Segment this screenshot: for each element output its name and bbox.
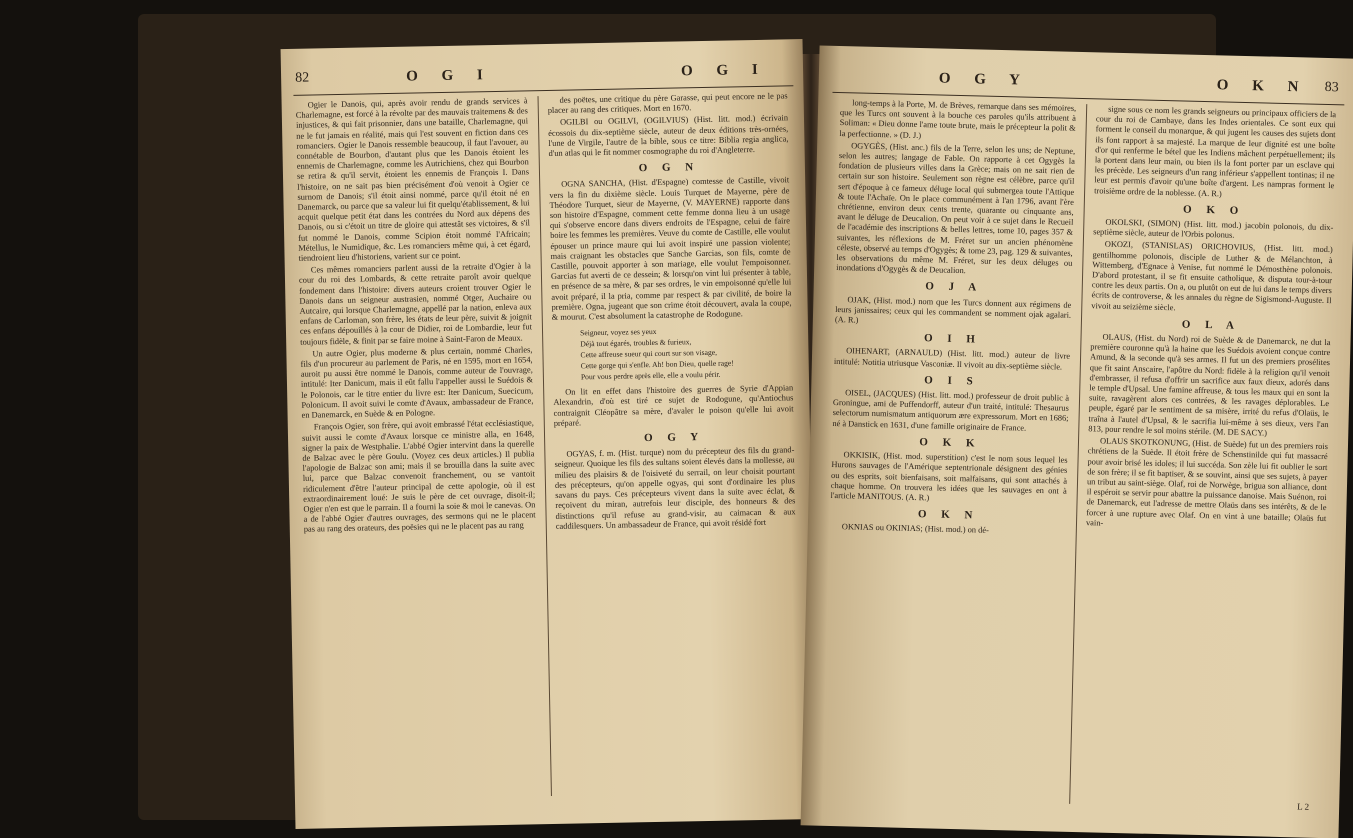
verse-line: Déjà tout égarés, troubles & furieux, — [580, 337, 692, 349]
paragraph-olaus: OLAUS, (Hist. du Nord) roi de Suède & de Danemarck, ne dut la première couronne qu'à la haine que les Suédois avoient conçue contre Amund, & la seconde qu'à ses armes. Il fut un des premiers prosélites que fit saint Anscaire, l'apôtre du Nord: fidèle à la religion qu'il venoit d'embrasser, il refusa d'offrir un sacrifice aux faux dieux, adorés dans le temple d'Upsal. Une famine affreuse, & tous les maux qui en sont la suite, ravagèrent alors ces contrées, & les ravages déplorables. Le peuple, égaré par le sentiment de sa misère, irrité du refus d'Olaüs, le traîna à l'autel d'Upsal, & le sacrifia lui-même à ses dieux, vers l'an 813, pour rendre le sol moins stérile. (M. DE SACY.) — [1088, 332, 1331, 438]
section-heading-oih: O I H — [923, 332, 982, 346]
section-heading-ogy: O G Y — [643, 431, 705, 445]
paragraph-oihenart: OIHENART, (ARNAULD) (Hist. litt. mod.) auteur de livre intitulé: Notitia utriusque Vasconiæ. Il vivoit au dix-septième siècle. — [833, 346, 1071, 372]
verse-line: Seigneur, voyez ses yeux — [579, 327, 657, 338]
paragraph-ogyas-end: long-temps à la Porte, M. de Brèves, remarque dans ses mémoires, que les Turcs ont souvent à la bouche ces paroles qu'ils attribuent à Soliman: « Dieu donne l'ame toute brute, mais le précepteur la polit & la perfectionne. » (D. J.) — [839, 98, 1077, 140]
paragraph-okozi: OKOZI, (STANISLAS) ORICHOVIUS, (Hist. litt. mod.) gentilhomme polonois, disciple de Luther & de Mélanchton, à Wittemberg, d'Egnace à Venise, fut nommé le Démosthène polonois. D'abord protestant, il se fit ensuite catholique, & disputa tour-à-tour contre les deux partis. On a, ou plutôt on eut de lui dans le temps divers écrits de controverse, & les annales du règne de Sigismond-Auguste. Il vivoit au seizième siècle. — [1091, 240, 1333, 312]
paragraph-charles-ogier: Un autre Ogier, plus moderne & plus certain, nommé Charles, fils d'un procureur au parlement de Paris, né en 1595, mort en 1654, auroit pu aussi être nommé le Danois, comme auteur de l'ouvrage, intitulé: Iter Danicum, mais il eût fallu l'appeller aussi le Suédois & le Polonois, car le titre entier du livre est: Iter Danicum, Suecicum, Polonicum. Il avoit suivi le comte d'Avaux, ambassadeur de France, en Danemarck, en Suède & en Pologne. — [300, 345, 534, 420]
paragraph-okolski: OKOLSKI, (SIMON) (Hist. litt. mod.) jacobin polonois, du dix-septième siècle, auteur de l'Orbis polonus. — [1093, 217, 1334, 240]
left-column-1 — [296, 96, 536, 537]
section-heading-okk: O K K — [919, 435, 981, 450]
left-page-number: 82 — [294, 70, 310, 86]
paragraph-ogna-sancha: OGNA SANCHA, (Hist. d'Espagne) comtesse de Castille, vivoit vers la fin du dixième siècle. Louis Turquet de Mayerne, père de Théodore Turquet, sieur de Mayerne, (V. MAYERNE) rapporte dans son histoire d'Espagne, comment cette femme donna lieu à un usage qui s'observe encore dans divers endroits de l'Espagne, celui de faire boire les femmes les premières. Veuve du comte de Castille, elle voulut épouser un prince maure qui lui avoit inspiré une passion violente; mais craignant les obstacles que Sanche Garcias, son fils, comte de Castille, pouvoit apporter à son mariage, elle voulut l'empoisonner. Garcias fut averti de ce dessein; & lorsqu'on vint lui présenter à table, en présence de sa mère, & par ses ordres, le vin empoisonné qu'elle lui avoit préparé, il la pria, comme par respect & par civilité, de boire la première. Ogna, jugeant que son crime étoit découvert, avala la coupe, & mourut. C'est absolument la catastrophe de Rodogune. — [549, 175, 792, 322]
left-column-2 — [548, 91, 796, 533]
signature-mark: L 2 — [1297, 801, 1310, 812]
section-heading-ois: O I S — [924, 374, 979, 388]
section-heading-ola: O L A — [1181, 318, 1241, 332]
paragraph-oknias-end: signe sous ce nom les grands seigneurs ou principaux officiers de la cour du roi de Cambaye, dans les Indes orientales. Ce sont eux qui forment le conseil du monarque, & qui jugent les causes des sujets dont ils font rapport à sa majesté. La marque de leur dignité est une boîte d'or qui renferme le bétel que les Indiens mâchent perpétuellement; ils la portent dans leur main, ou bien ils la font porter par un esclave qui les précède. Les seigneurs d'un rang inférieur s'appellent tontinas; il ne leur est permis d'avoir qu'une boîte d'argent. Les nampras forment le troisième ordre de la noblesse. (A. R.) — [1094, 104, 1337, 199]
left-page — [281, 39, 818, 829]
paragraph-ogilbi: OGILBI ou OGILVI, (OGILVIUS) (Hist. litt. mod.) écrivain écossois du dix-septième siècle, auteur de deux éditions très-ornées, l'une de Virgile, l'autre de la bible, sous ce titre: Biblia regia anglica, d'un atlas qui le fit nommer cosmographe du roi d'Angleterre. — [548, 113, 789, 158]
section-heading-oja: O J A — [925, 280, 983, 295]
paragraph-ojak: OJAK, (Hist. mod.) nom que les Turcs donnent aux régimens de leurs janissaires; ceux qui les commandent se nomment ojak agalari. (A. R.) — [834, 294, 1072, 325]
paragraph-ogyges: OGYGÈS, (Hist. anc.) fils de la Terre, selon les uns; de Neptune, selon les autres; langage de Fable. On rapporte à cet Ogygès la fondation de plusieurs villes dans la Grèce; mais on ne sait rien de certain sur son histoire. Seulement son règne est célèbre, parce qu'il sert d'époque à ce fameux déluge local qui submergea toute l'Attique & toute l'Achaïe. On le place communément à l'an 1796, avant l'ère chrétienne, environ deux cents trente, quarante ou cinquante ans, avant le déluge de Deucalion. On peut voir à ce sujet dans le Recueil de l'académie des inscriptions & belles lettres, tome 10, pages 357 & suivantes, les réflexions de M. Fréret sur un ancien phénomène céleste, observé au temps d'Ogygès; & tome 23, pag. 129 & suivantes, les observations du même M. Fréret, sur les deux déluges ou inondations d'Ogygès & de Deucalion. — [836, 141, 1076, 276]
book-spread — [138, 14, 1339, 820]
right-header-1: O G Y — [938, 70, 1031, 89]
paragraph-oisel: OISEL, (JACQUES) (Hist. litt. mod.) professeur de droit public à Groningue, ami de Puffendorff, auteur d'un traité, intitulé: Thesaurus selectorum numismatum antiquorum ære expressorum. Mort en 1686; né à Danstick en 1631, d'une famille originaire de France. — [832, 388, 1070, 433]
section-heading-okn: O K N — [917, 508, 979, 522]
right-page — [801, 46, 1353, 838]
section-heading-ogn: O G N — [638, 161, 700, 175]
paragraph-francois-ogier: François Ogier, son frère, qui avoit embrassé l'état ecclésiastique, suivit aussi le comte d'Avaux lorsque ce ministre alla, en 1648, signer la paix de Westphalie. L'abbé Ogier intervint dans la querelle de Balzac avec le père Goulu. (Voyez ces deux articles.) Il publia l'apologie de Balzac son ami; mais il se brouilla dans la suite avec lui, parce que Balzac convenoit franchement, ou se vantoit ridiculement d'être l'auteur principal de cette apologie, où il est extraordinairement loué: Je suis le père de cet ouvrage, disoit-il; Ogier n'en est que le parrain. Il a fourni la soie & moi le canevas. On a de l'abbé Ogier d'autres ouvrages, des sermons qui ne le placent pas au rang des orateurs, des poësies qui ne le placent pas au rang — [301, 418, 536, 535]
paragraph-okkisik: OKKISIK, (Hist. mod. superstition) c'est le nom sous lequel les Hurons sauvages de l'Amérique septentrionale désignent des génies ou des esprits, soit bienfaisans, soit malfaisans, qui sont attachés à chaque homme. On trouvera les idées que les sauvages en ont à l'article MANITOUS. (A. R.) — [830, 450, 1068, 503]
verse-quote — [580, 324, 793, 383]
paragraph-oknias: OKNIAS ou OKINIAS; (Hist. mod.) on dé- — [841, 522, 989, 536]
verse-line: Cette gorge qui s'enfle. Ah! bon Dieu, quelle rage! — [580, 358, 734, 371]
verse-line: Pour vous perdre après elle, elle a voulu périr. — [580, 369, 721, 382]
paragraph-after-verse: On lit en effet dans l'histoire des guerres de Syrie d'Appian Alexandrin, d'où est tiré ce sujet de Rodogune, qu'Antiochus contraignit Cléopâtre sa mère, d'avaler le poison qu'elle lui avoit préparé. — [553, 383, 794, 428]
paragraph-ogier-retraite: Ces mêmes romanciers parlent aussi de la retraite d'Ogier à la cour du roi des Lombards, & cette retraite paroît avoir quelque fondement dans l'histoire: divers auteurs croient trouver Ogier le Danois dans un seigneur austrasien, nommé Otger, Auchaire ou Autcaire, qui lorsque Charlemagne, appellé par la nation, enleva aux enfans de Carloman, son frère, les états de leur père, suivit & joignit ces enfans dépouillés à la cour de Didier, roi de Lombardie, leur fut toujours fidèle, & finit par se faire moine à Saint-Faron de Meaux. — [298, 261, 533, 347]
paragraph-ogier-danois: Ogier le Danois, qui, après avoir rendu de grands services à Charlemagne, est forcé à la révolte par des mauvais traitemens & des injustices, & qui fait prisonnier, dans une bataille, Charlemagne, qui ne le fut jamais en réalité, mais qui l'est souvent en fiction dans ces romanciers. Ogier le Danois ressemble beaucoup, il faut l'avouer, au connétable de Bourbon, d'autant plus que les Danois étoient les ennemis de Charlemagne, comme les Autrichiens, chez qui Bourbon se retira & qu'il servit, étoient les ennemis de François I. Dans l'histoire, on ne sait pas bien précisément d'où venoit à Ogier ce surnom de Danois; s'il étoit ainsi nommé, parce qu'il étoit né en Danemarck, ou parce que sa valeur lui fit quelqu'établissement, & lui acquit quelque petit état dans les contrées du Nord aux dépens des Danois, ou si c'étoit un titre de gloire qui attestât ses victoires, & s'il fut nommé le Danois, comme Scipion étoit nommé l'Africain; Métellus, le Numidique, &c. Les romanciers même qui, à cet égard, tiendroient lieu d'historiens, varient sur ce point. — [295, 96, 531, 263]
right-column-1 — [830, 98, 1077, 540]
right-header-2: O K N — [1216, 77, 1309, 96]
paragraph-olaus-skotkonung: OLAUS SKOTKONUNG, (Hist. de Suède) fut un des premiers rois chrétiens de la Suède. Il étoit frère de Schenstinilde qui fut massacré pour avoir brisé les idoles; il lui succéda. Son zèle lui fit oublier le sort de son frère; il se fit baptiser, & se souvint, ainsi que ses sujets, à payer un tribut au saint-siège. Olaf, roi de Norwège, brigua son alliance, dont il espéroit se servir pour abattre la puissance danoise. Mais Suénon, roi de Danemarck, eut l'adresse de mettre Olaüs dans ses intérêts, & de le forcer à une rupture avec Olaf. On en vint à une bataille; Olaüs fut vain- — [1085, 436, 1329, 528]
left-header-1: O G I — [405, 67, 493, 85]
verse-line: Cette affreuse sueur qui court sur son visage, — [580, 348, 718, 360]
section-heading-oko: O K O — [1182, 203, 1245, 217]
left-header-2: O G I — [680, 61, 768, 80]
paragraph-ogyas: OGYAS, f. m. (Hist. turque) nom du précepteur des fils du grand-seigneur. Quoique les fils des sultans soient élevés dans la mollesse, au milieu des plaisirs & de l'oisiveté du serrail, on leur choisit pourtant des précepteurs, qu'on appelle ogyas, qui sont d'ordinaire les plus savans du pays. Ces précepteurs vivent dans la suite avec éclat, & reçoivent du miran, autrefois leur disciple, des honneurs & des distinctions qu'il refuse au grand-visir, au caimacan & aux caddilesquers. Un ambassadeur de France, qui avoit résidé fort — [554, 445, 796, 531]
right-column-2 — [1086, 104, 1336, 536]
paragraph-ogier-end: des poëtes, une critique du père Garasse, qui peut encore ne le pas placer au rang des critiques. Mort en 1670. — [547, 91, 788, 116]
right-page-number: 83 — [1324, 79, 1339, 96]
